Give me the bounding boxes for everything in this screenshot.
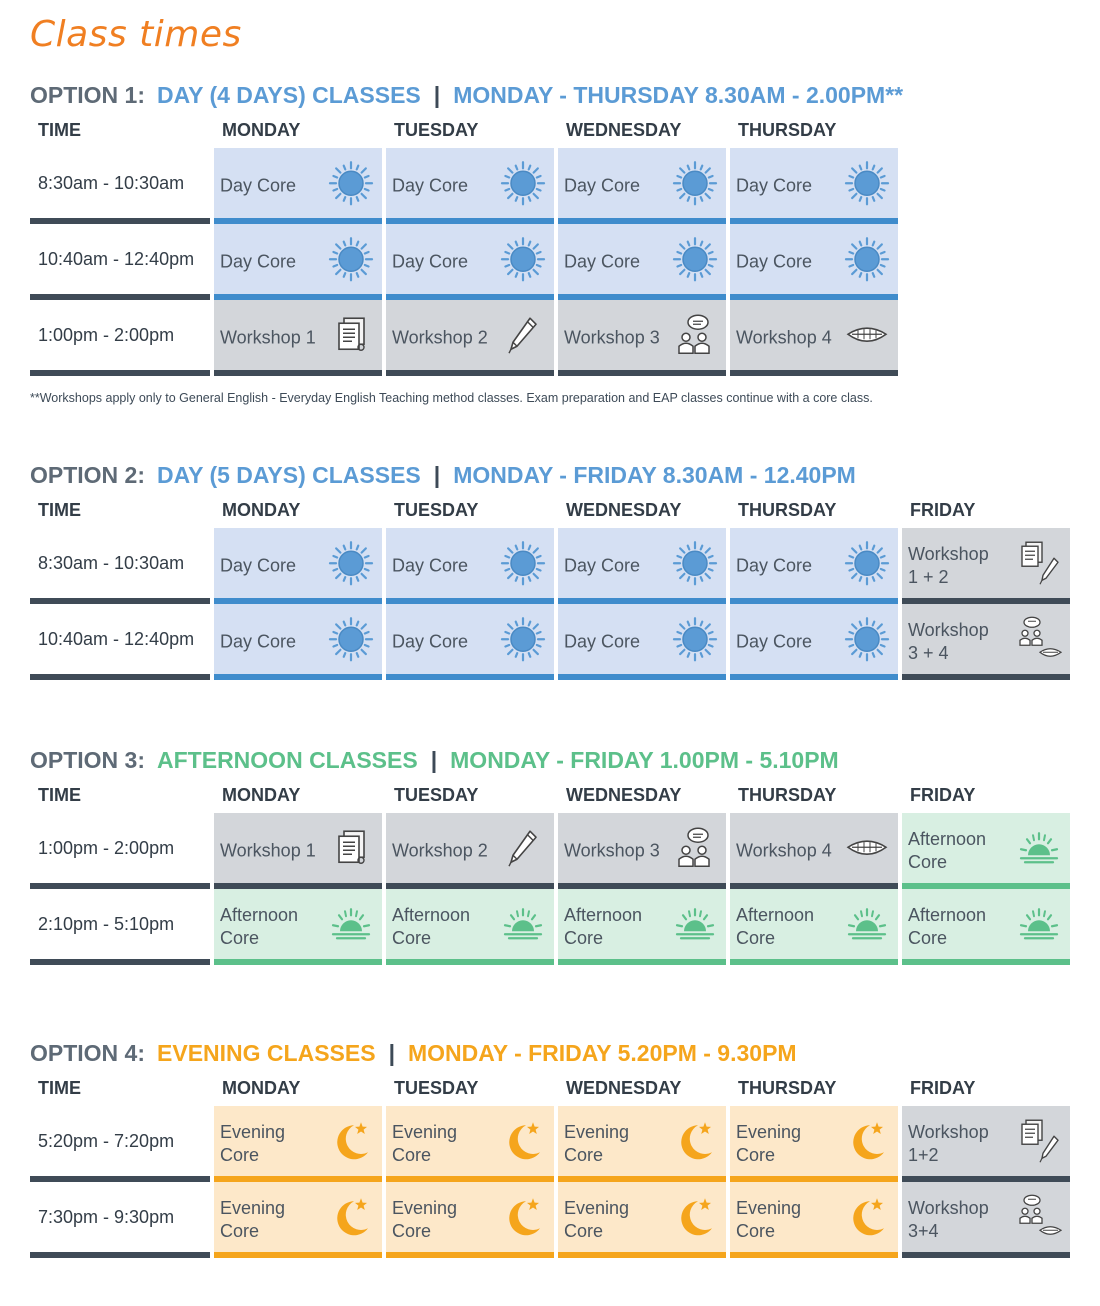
class-label: Workshop 1 (220, 840, 316, 861)
class-cell (558, 1106, 726, 1182)
cell-bottom-bar (902, 959, 1070, 965)
class-label: Day Core (736, 175, 813, 196)
sun-icon (844, 236, 890, 282)
option-separator: | (433, 81, 441, 108)
footnote: **Workshops apply only to General English - Everyday English Teaching method classes. Exam preparation and EAP classes continue with a core class. (30, 391, 873, 405)
table-row (30, 528, 1070, 604)
option-number: OPTION 3: (30, 746, 146, 773)
class-cell (558, 148, 726, 224)
table-row (30, 1106, 1070, 1182)
time-slot: 8:30am - 10:30am (38, 173, 185, 193)
class-cell (730, 224, 898, 300)
sun-icon (500, 236, 546, 282)
class-cell (214, 604, 382, 680)
column-header-monday: MONDAY (222, 1078, 301, 1098)
pen-icon (500, 312, 546, 358)
option-3-section (30, 743, 1070, 965)
class-label: Day Core (564, 175, 641, 196)
column-header-friday: FRIDAY (910, 500, 976, 520)
option-name: DAY (4 DAYS) CLASSES (157, 81, 421, 108)
moon-icon (500, 1118, 546, 1164)
sun-icon (844, 540, 890, 586)
column-header-wednesday: WEDNESDAY (566, 785, 682, 805)
column-header-thursday: THURSDAY (738, 785, 837, 805)
class-label: Workshop 2 (392, 840, 488, 861)
row-divider (30, 1252, 210, 1258)
class-cell (902, 1182, 1070, 1258)
conversation-mouth-icon (1016, 1194, 1062, 1240)
moon-icon (328, 1194, 374, 1240)
option-heading (30, 78, 1070, 112)
class-cell (214, 1182, 382, 1258)
class-label: Day Core (392, 555, 469, 576)
column-header-thursday: THURSDAY (738, 500, 837, 520)
class-cell (902, 604, 1070, 680)
class-label: Day Core (220, 175, 297, 196)
sunset-icon (1016, 901, 1062, 947)
sun-icon (328, 616, 374, 662)
page-title: Class times (30, 14, 242, 55)
class-cell (902, 889, 1070, 965)
sunset-icon (500, 901, 546, 947)
class-cell (386, 1106, 554, 1182)
class-cell (386, 813, 554, 889)
row-divider (30, 674, 210, 680)
class-label: Afternoon Core (908, 829, 987, 872)
table-row (30, 604, 1070, 680)
option-schedule: MONDAY - FRIDAY 8.30AM - 12.40PM (453, 461, 856, 488)
cell-bottom-bar (214, 674, 382, 680)
class-label: Evening Core (220, 1122, 286, 1165)
class-cell (558, 300, 726, 376)
column-header-tuesday: TUESDAY (394, 1078, 479, 1098)
option-name: AFTERNOON CLASSES (157, 746, 418, 773)
class-label: Workshop 1+2 (908, 1122, 989, 1165)
class-cell (730, 300, 898, 376)
option-separator: | (388, 1039, 395, 1066)
sunset-icon (844, 901, 890, 947)
column-header-time: TIME (38, 785, 81, 805)
class-label: Evening Core (564, 1198, 630, 1241)
mouth-icon (844, 825, 890, 871)
sun-icon (328, 540, 374, 586)
column-header-wednesday: WEDNESDAY (566, 1078, 682, 1098)
class-label: Workshop 4 (736, 840, 832, 861)
class-cell (558, 813, 726, 889)
option-schedule: MONDAY - THURSDAY 8.30AM - 2.00PM** (453, 81, 904, 108)
table-row (30, 1182, 1070, 1258)
sunset-icon (672, 901, 718, 947)
option-name: DAY (5 DAYS) CLASSES (157, 461, 421, 488)
class-label: Evening Core (392, 1198, 458, 1241)
class-cell (386, 889, 554, 965)
sun-icon (672, 160, 718, 206)
option-separator: | (433, 461, 441, 488)
class-cell (730, 1182, 898, 1258)
cell-bottom-bar (902, 1252, 1070, 1258)
cell-bottom-bar (558, 1252, 726, 1258)
cell-bottom-bar (558, 959, 726, 965)
column-header-time: TIME (38, 1078, 81, 1098)
time-slot: 7:30pm - 9:30pm (38, 1207, 175, 1227)
class-label: Workshop 2 (392, 327, 488, 348)
cell-bottom-bar (902, 674, 1070, 680)
time-slot: 2:10pm - 5:10pm (38, 914, 175, 934)
class-label: Workshop 3 (564, 327, 660, 348)
cell-bottom-bar (386, 674, 554, 680)
class-cell (558, 1182, 726, 1258)
class-cell (558, 528, 726, 604)
class-label: Evening Core (564, 1122, 630, 1165)
sun-icon (844, 616, 890, 662)
class-label: Day Core (392, 175, 469, 196)
option-number: OPTION 2: (30, 461, 146, 488)
sun-icon (500, 616, 546, 662)
moon-icon (844, 1194, 890, 1240)
sun-icon (500, 540, 546, 586)
sun-icon (328, 236, 374, 282)
column-header-wednesday: WEDNESDAY (566, 120, 682, 140)
table-row (30, 889, 1070, 965)
class-cell (214, 528, 382, 604)
cell-bottom-bar (386, 959, 554, 965)
conversation-icon (672, 312, 718, 358)
option-separator: | (430, 746, 438, 773)
time-slot: 5:20pm - 7:20pm (38, 1131, 175, 1151)
class-label: Workshop 4 (736, 327, 832, 348)
column-header-thursday: THURSDAY (738, 120, 837, 140)
cell-bottom-bar (730, 370, 898, 376)
option-schedule: MONDAY - FRIDAY 1.00PM - 5.10PM (450, 746, 839, 773)
option-2-section (30, 458, 1070, 680)
class-label: Afternoon Core (392, 905, 471, 948)
sunset-icon (328, 901, 374, 947)
column-header-time: TIME (38, 120, 81, 140)
class-cell (902, 813, 1070, 889)
row-divider (30, 370, 210, 376)
option-heading (30, 1036, 1070, 1070)
cell-bottom-bar (386, 370, 554, 376)
class-label: Afternoon Core (908, 905, 987, 948)
class-cell (214, 813, 382, 889)
class-cell (558, 604, 726, 680)
class-label: Day Core (736, 251, 813, 272)
documents-pen-icon (1016, 1118, 1062, 1164)
cell-bottom-bar (214, 1252, 382, 1258)
class-cell (558, 224, 726, 300)
option-name: EVENING CLASSES (157, 1039, 376, 1066)
class-cell (730, 604, 898, 680)
documents-icon (328, 825, 374, 871)
moon-icon (328, 1118, 374, 1164)
mouth-icon (844, 312, 890, 358)
class-cell (386, 224, 554, 300)
time-slot: 1:00pm - 2:00pm (38, 838, 175, 858)
option-schedule: MONDAY - FRIDAY 5.20PM - 9.30PM (408, 1039, 797, 1066)
column-header-time: TIME (38, 500, 81, 520)
column-header-tuesday: TUESDAY (394, 500, 479, 520)
time-slot: 10:40am - 12:40pm (38, 629, 195, 649)
cell-bottom-bar (558, 370, 726, 376)
class-label: Evening Core (392, 1122, 458, 1165)
table-header-row (30, 1070, 1070, 1106)
documents-icon (328, 312, 374, 358)
class-cell (214, 148, 382, 224)
table-header-row (30, 777, 1070, 813)
cell-bottom-bar (214, 370, 382, 376)
class-label: Afternoon Core (220, 905, 299, 948)
pen-icon (500, 825, 546, 871)
class-label: Afternoon Core (564, 905, 643, 948)
sun-icon (500, 160, 546, 206)
class-cell (730, 528, 898, 604)
class-cell (730, 813, 898, 889)
moon-icon (844, 1118, 890, 1164)
column-header-tuesday: TUESDAY (394, 785, 479, 805)
table-row (30, 813, 1070, 889)
time-slot: 8:30am - 10:30am (38, 553, 185, 573)
cell-bottom-bar (386, 1252, 554, 1258)
option-1-section (30, 78, 1070, 376)
class-label: Day Core (564, 631, 641, 652)
class-label: Day Core (392, 631, 469, 652)
option-number: OPTION 1: (30, 81, 146, 108)
class-cell (730, 1106, 898, 1182)
cell-bottom-bar (730, 674, 898, 680)
conversation-icon (672, 825, 718, 871)
class-label: Day Core (564, 251, 641, 272)
table-row (30, 300, 1070, 376)
class-label: Day Core (736, 555, 813, 576)
table-header-row (30, 112, 1070, 148)
class-label: Evening Core (220, 1198, 286, 1241)
class-label: Day Core (220, 631, 297, 652)
time-slot: 10:40am - 12:40pm (38, 249, 195, 269)
sun-icon (328, 160, 374, 206)
column-header-tuesday: TUESDAY (394, 120, 479, 140)
moon-icon (672, 1118, 718, 1164)
sun-icon (672, 540, 718, 586)
class-cell (386, 1182, 554, 1258)
class-label: Workshop 3+4 (908, 1198, 989, 1241)
sun-icon (672, 616, 718, 662)
moon-icon (500, 1194, 546, 1240)
class-label: Day Core (564, 555, 641, 576)
class-cell (214, 889, 382, 965)
column-header-monday: MONDAY (222, 120, 301, 140)
class-cell (386, 148, 554, 224)
cell-bottom-bar (214, 959, 382, 965)
option-heading (30, 458, 1070, 492)
column-header-friday: FRIDAY (910, 1078, 976, 1098)
class-cell (214, 224, 382, 300)
row-divider (30, 959, 210, 965)
conversation-mouth-icon (1016, 616, 1062, 662)
class-label: Workshop 1 + 2 (908, 544, 989, 587)
class-label: Workshop 3 + 4 (908, 620, 989, 663)
class-label: Evening Core (736, 1198, 802, 1241)
option-number: OPTION 4: (30, 1039, 146, 1066)
class-label: Day Core (220, 251, 297, 272)
class-cell (386, 604, 554, 680)
column-header-thursday: THURSDAY (738, 1078, 837, 1098)
column-header-monday: MONDAY (222, 785, 301, 805)
option-4-section (30, 1036, 1070, 1258)
column-header-monday: MONDAY (222, 500, 301, 520)
class-label: Day Core (220, 555, 297, 576)
cell-bottom-bar (730, 1252, 898, 1258)
class-cell (386, 528, 554, 604)
class-label: Workshop 1 (220, 327, 316, 348)
option-heading (30, 743, 1070, 777)
class-cell (730, 148, 898, 224)
table-row (30, 224, 1070, 300)
sunset-icon (1016, 825, 1062, 871)
class-cell (214, 300, 382, 376)
table-row (30, 148, 1070, 224)
time-slot: 1:00pm - 2:00pm (38, 325, 175, 345)
class-label: Evening Core (736, 1122, 802, 1165)
cell-bottom-bar (730, 959, 898, 965)
class-cell (730, 889, 898, 965)
class-cell (386, 300, 554, 376)
class-label: Afternoon Core (736, 905, 815, 948)
class-label: Day Core (736, 631, 813, 652)
class-label: Workshop 3 (564, 840, 660, 861)
class-cell (558, 889, 726, 965)
class-cell (902, 1106, 1070, 1182)
class-label: Day Core (392, 251, 469, 272)
sun-icon (844, 160, 890, 206)
table-header-row (30, 492, 1070, 528)
class-cell (902, 528, 1070, 604)
sun-icon (672, 236, 718, 282)
column-header-friday: FRIDAY (910, 785, 976, 805)
class-cell (214, 1106, 382, 1182)
documents-pen-icon (1016, 540, 1062, 586)
column-header-wednesday: WEDNESDAY (566, 500, 682, 520)
moon-icon (672, 1194, 718, 1240)
cell-bottom-bar (558, 674, 726, 680)
